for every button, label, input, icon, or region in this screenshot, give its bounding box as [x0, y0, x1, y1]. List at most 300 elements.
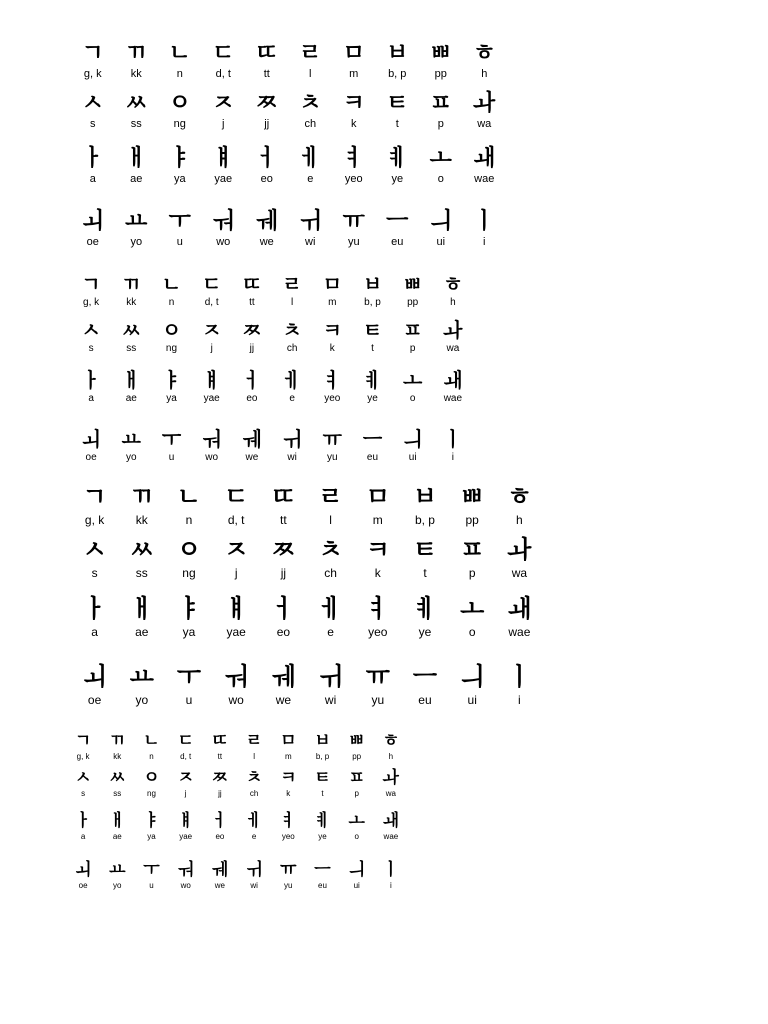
romanization-label: t — [371, 343, 374, 354]
romanization-label: kk — [113, 752, 122, 761]
letter-cell — [392, 320, 434, 354]
hangul-letter: ㄱ — [82, 482, 107, 511]
letter-cell — [448, 596, 497, 638]
letter-cell — [133, 770, 169, 798]
letter-cell — [70, 484, 119, 526]
romanization-label: e — [327, 625, 334, 639]
hangul-letter: ㄷ — [177, 731, 194, 751]
romanization-label: ch — [249, 789, 259, 798]
hangul-letter: ㅘ — [443, 318, 463, 342]
hangul-letter: ㄸ — [242, 272, 262, 296]
hangul-letter: ㅐ — [125, 145, 148, 171]
romanization-label: e — [307, 173, 314, 185]
romanization-label: a — [80, 832, 86, 841]
hangul-letter: ㅟ — [282, 427, 302, 451]
hangul-letter: ㅜ — [143, 860, 160, 880]
hangul-letter: ㅊ — [245, 768, 263, 788]
hangul-letter: ㅣ — [507, 662, 532, 691]
letter-cell — [212, 664, 261, 706]
letter-cell — [351, 274, 393, 308]
letter-cell — [70, 429, 112, 463]
hangul-letter: ㅠ — [365, 662, 390, 691]
hangul-letter: ㅁ — [280, 731, 297, 751]
romanization-label: ya — [173, 173, 186, 185]
romanization-label: yu — [371, 693, 385, 707]
hangul-letter: ㅡ — [314, 860, 331, 880]
letter-cell — [202, 770, 238, 798]
romanization-label: yeo — [344, 173, 363, 185]
letter-cell — [236, 770, 272, 798]
letter-cell — [164, 596, 213, 638]
hangul-letter: ㅗ — [460, 594, 485, 623]
romanization-label: oe — [78, 881, 88, 890]
hangul-letter: ㅊ — [318, 535, 343, 564]
letter-cell — [306, 537, 355, 579]
hangul-letter: ㄹ — [282, 272, 302, 296]
romanization-label: k — [286, 789, 291, 798]
romanization-label: wae — [383, 832, 399, 841]
letter-cell — [331, 147, 377, 185]
romanization-label: ss — [130, 118, 142, 130]
letter-cell — [400, 664, 449, 706]
letter-cell — [70, 370, 112, 404]
romanization-label: wo — [216, 236, 231, 248]
romanization-label: yu — [347, 236, 360, 248]
romanization-label: eu — [318, 881, 327, 890]
hangul-letter: ㅏ — [81, 145, 104, 171]
letter-cell — [353, 664, 402, 706]
hangul-letter: ㅌ — [412, 535, 438, 564]
letter-cell — [259, 596, 308, 638]
letter-cell — [231, 320, 273, 354]
hangul-letter: ㅉ — [271, 535, 296, 564]
romanization-label: kk — [135, 513, 148, 527]
romanization-label: b, p — [388, 68, 407, 80]
hangul-letter: ㅇ — [143, 768, 160, 788]
hangul-letter: ㄲ — [129, 482, 154, 511]
hangul-letter: ㅈ — [212, 90, 235, 116]
letter-cell — [117, 596, 166, 638]
hangul-letter: ㅛ — [109, 860, 126, 880]
hangul-letter: ㅋ — [365, 535, 390, 564]
hangul-letter: ㄸ — [271, 482, 296, 511]
hangul-letter: ㄹ — [299, 40, 322, 66]
hangul-letter: ㅘ — [507, 535, 532, 564]
romanization-label: pp — [352, 752, 362, 761]
letter-cell — [191, 274, 233, 308]
letter-cell — [432, 320, 474, 354]
letter-cell — [117, 664, 166, 706]
hangul-letter: ㅂ — [314, 731, 331, 751]
letter-cell — [114, 210, 160, 248]
letter-cell — [133, 813, 169, 841]
romanization-label: n — [176, 68, 183, 80]
romanization-label: yo — [130, 236, 143, 248]
hangul-letter: ㄲ — [121, 272, 141, 296]
hangul-letter: ㅏ — [81, 368, 101, 392]
romanization-label: o — [409, 393, 416, 404]
hangul-letter: ㄲ — [109, 731, 126, 751]
letter-cell — [392, 370, 434, 404]
letter-cell — [99, 813, 135, 841]
romanization-label: ui — [408, 452, 417, 463]
romanization-label: yae — [226, 625, 246, 639]
romanization-label: i — [451, 452, 454, 463]
romanization-label: b, p — [364, 297, 381, 308]
letter-cell — [418, 92, 464, 130]
hangul-letter: ㅃ — [429, 40, 452, 66]
romanization-label: yo — [126, 452, 137, 463]
letter-cell — [236, 733, 272, 761]
letter-cell — [231, 274, 273, 308]
hangul-letter: ㅑ — [161, 368, 182, 392]
romanization-label: oe — [87, 693, 102, 707]
romanization-label: m — [328, 297, 337, 308]
hangul-letter: ㅙ — [473, 145, 496, 171]
hangul-letter: ㅁ — [322, 272, 342, 296]
hangul-letter: ㅍ — [460, 535, 485, 564]
romanization-label: p — [437, 118, 444, 130]
romanization-label: i — [483, 236, 486, 248]
romanization-label: ss — [126, 343, 137, 354]
letter-cell — [306, 484, 355, 526]
letter-cell — [375, 210, 421, 248]
romanization-label: jj — [218, 789, 222, 798]
romanization-label: k — [351, 118, 357, 130]
romanization-label: ya — [182, 625, 196, 639]
letter-cell — [202, 813, 238, 841]
letter-cell — [448, 484, 497, 526]
romanization-label: h — [388, 752, 394, 761]
hangul-letter: ㅃ — [460, 482, 485, 511]
hangul-letter: ㅟ — [299, 208, 322, 234]
letter-cell — [432, 274, 474, 308]
romanization-label: ye — [418, 625, 432, 639]
romanization-label: a — [91, 625, 98, 639]
hangul-letter: ㅎ — [382, 731, 400, 751]
romanization-label: o — [468, 625, 476, 639]
romanization-label: ye — [391, 173, 404, 185]
hangul-letter: ㅒ — [177, 811, 194, 831]
letter-cell — [110, 320, 152, 354]
hangul-letter: ㅊ — [299, 90, 322, 116]
romanization-label: o — [354, 832, 359, 841]
romanization-label: wi — [250, 881, 258, 890]
hangul-letter: ㅝ — [202, 427, 222, 451]
letter-cell — [462, 92, 508, 130]
romanization-label: ae — [112, 832, 122, 841]
romanization-label: o — [437, 173, 444, 185]
hangul-letter: ㅟ — [245, 860, 263, 880]
letter-cell — [191, 429, 233, 463]
hangul-letter: ㅖ — [314, 811, 331, 831]
letter-cell — [392, 274, 434, 308]
romanization-label: p — [354, 789, 359, 798]
hangul-letter: ㅕ — [280, 811, 297, 831]
letter-cell — [110, 370, 152, 404]
letter-cell — [432, 370, 474, 404]
romanization-label: yu — [284, 881, 293, 890]
hangul-letter: ㅙ — [507, 594, 532, 623]
romanization-label: g, k — [84, 513, 105, 527]
letter-cell — [304, 770, 340, 798]
romanization-label: ch — [304, 118, 317, 130]
hangul-letter: ㅚ — [74, 860, 92, 880]
romanization-label: we — [245, 452, 259, 463]
hangul-letter: ㅌ — [314, 768, 331, 788]
letter-cell — [201, 92, 247, 130]
letter-cell — [311, 429, 353, 463]
hangul-letter: ㅇ — [176, 535, 202, 564]
hangul-letter: ㅞ — [211, 860, 229, 880]
romanization-label: e — [289, 393, 295, 404]
hangul-letter: ㅠ — [322, 427, 342, 451]
hangul-letter: ㅢ — [429, 208, 452, 234]
hangul-letter: ㅔ — [299, 145, 322, 171]
hangul-letter: ㅝ — [224, 662, 249, 691]
letter-cell — [168, 813, 204, 841]
romanization-label: a — [89, 173, 96, 185]
letter-cell — [495, 664, 544, 706]
romanization-label: h — [481, 68, 488, 80]
letter-cell — [353, 537, 402, 579]
letter-cell — [373, 813, 409, 841]
romanization-label: wi — [305, 236, 316, 248]
romanization-label: yo — [113, 881, 122, 890]
letter-cell — [244, 42, 290, 80]
hangul-letter: ㅓ — [211, 811, 229, 831]
romanization-label: e — [251, 832, 257, 841]
romanization-label: s — [81, 789, 86, 798]
letter-cell — [164, 537, 213, 579]
letter-cell — [311, 320, 353, 354]
hangul-letter: ㅋ — [322, 318, 342, 342]
hangul-letter: ㅇ — [161, 318, 182, 342]
letter-cell — [373, 770, 409, 798]
letter-cell — [331, 92, 377, 130]
romanization-label: eo — [215, 832, 225, 841]
romanization-label: j — [222, 118, 225, 130]
letter-cell — [244, 147, 290, 185]
hangul-letter: ㅋ — [280, 768, 297, 788]
letter-cell — [304, 733, 340, 761]
hangul-letter: ㅒ — [202, 368, 222, 392]
hangul-letter: ㅢ — [403, 427, 423, 451]
romanization-label: ui — [467, 693, 477, 707]
letter-cell — [353, 596, 402, 638]
hangul-letter: ㅁ — [365, 482, 390, 511]
letter-cell — [117, 484, 166, 526]
letter-cell — [331, 210, 377, 248]
romanization-label: pp — [407, 297, 419, 308]
romanization-label: u — [168, 452, 175, 463]
romanization-label: ya — [166, 393, 177, 404]
hangul-letter: ㅣ — [382, 860, 400, 880]
letter-cell — [339, 862, 375, 890]
letter-cell — [65, 862, 101, 890]
letter-cell — [168, 770, 204, 798]
letter-cell — [150, 320, 192, 354]
romanization-label: k — [374, 566, 381, 580]
romanization-label: wa — [446, 343, 460, 354]
romanization-label: ss — [113, 789, 122, 798]
letter-cell — [288, 92, 334, 130]
letter-cell — [270, 813, 306, 841]
hangul-letter: ㅒ — [224, 594, 249, 623]
romanization-label: g, k — [76, 752, 90, 761]
hangul-letter: ㅎ — [473, 40, 496, 66]
letter-cell — [351, 429, 393, 463]
hangul-letter: ㅙ — [443, 368, 463, 392]
letter-cell — [164, 664, 213, 706]
hangul-letter: ㅒ — [212, 145, 235, 171]
letter-cell — [168, 733, 204, 761]
letter-cell — [373, 733, 409, 761]
letter-cell — [339, 813, 375, 841]
hangul-letter: ㄱ — [81, 272, 101, 296]
romanization-label: n — [168, 297, 175, 308]
hangul-letter: ㅂ — [412, 482, 438, 511]
romanization-label: wa — [477, 118, 492, 130]
romanization-label: s — [90, 118, 96, 130]
letter-cell — [231, 370, 273, 404]
letter-cell — [339, 770, 375, 798]
romanization-label: jj — [280, 566, 287, 580]
hangul-letter: ㅣ — [443, 427, 463, 451]
romanization-label: u — [176, 236, 183, 248]
romanization-label: eo — [276, 625, 291, 639]
letter-cell — [157, 147, 203, 185]
letter-cell — [114, 92, 160, 130]
romanization-label: tt — [280, 513, 287, 527]
romanization-label: t — [395, 118, 399, 130]
hangul-letter: ㅑ — [168, 145, 191, 171]
romanization-label: wae — [443, 393, 463, 404]
letter-cell — [201, 147, 247, 185]
hangul-letter: ㄹ — [318, 482, 343, 511]
hangul-letter: ㅝ — [212, 208, 235, 234]
romanization-label: l — [329, 513, 332, 527]
hangul-letter: ㅓ — [242, 368, 262, 392]
romanization-label: p — [409, 343, 416, 354]
letter-cell — [150, 274, 192, 308]
hangul-letter: ㅢ — [460, 662, 485, 691]
letter-cell — [110, 274, 152, 308]
hangul-letter: ㅌ — [386, 90, 409, 116]
romanization-label: m — [284, 752, 292, 761]
hangul-letter: ㅡ — [386, 208, 409, 234]
letter-cell — [114, 42, 160, 80]
letter-cell — [212, 596, 261, 638]
hangul-letter: ㅣ — [473, 208, 496, 234]
romanization-label: pp — [465, 513, 479, 527]
hangul-letter: ㅆ — [125, 90, 148, 116]
hangul-letter: ㅚ — [81, 427, 101, 451]
romanization-label: wi — [324, 693, 337, 707]
hangul-letter: ㄷ — [212, 40, 235, 66]
romanization-label: n — [185, 513, 193, 527]
hangul-letter: ㅞ — [242, 427, 262, 451]
hangul-letter: ㅉ — [255, 90, 278, 116]
romanization-label: jj — [249, 343, 255, 354]
romanization-label: eu — [418, 693, 432, 707]
romanization-label: j — [184, 789, 187, 798]
hangul-letter: ㄱ — [81, 40, 104, 66]
letter-cell — [259, 537, 308, 579]
hangul-letter: ㅗ — [403, 368, 423, 392]
romanization-label: yo — [135, 693, 149, 707]
hangul-letter: ㅞ — [271, 662, 296, 691]
hangul-letter: ㅏ — [74, 811, 92, 831]
romanization-label: yae — [203, 393, 220, 404]
letter-cell — [400, 484, 449, 526]
hangul-letter: ㅐ — [121, 368, 141, 392]
letter-cell — [114, 147, 160, 185]
romanization-label: n — [149, 752, 154, 761]
romanization-label: ng — [173, 118, 186, 130]
letter-cell — [495, 596, 544, 638]
letter-cell — [462, 147, 508, 185]
hangul-letter: ㄱ — [74, 731, 92, 751]
romanization-label: j — [234, 566, 238, 580]
hangul-letter: ㄹ — [245, 731, 263, 751]
letter-cell — [70, 274, 112, 308]
romanization-label: m — [372, 513, 383, 527]
romanization-label: g, k — [83, 297, 100, 308]
romanization-label: ng — [165, 343, 178, 354]
hangul-letter: ㅎ — [507, 482, 532, 511]
hangul-letter: ㅅ — [81, 318, 101, 342]
romanization-label: wae — [474, 173, 495, 185]
romanization-label: i — [518, 693, 521, 707]
hangul-letter: ㅅ — [82, 535, 107, 564]
hangul-letter: ㅇ — [168, 90, 191, 116]
hangul-letter: ㅗ — [348, 811, 365, 831]
romanization-label: kk — [126, 297, 137, 308]
romanization-label: s — [91, 566, 98, 580]
letter-cell — [288, 42, 334, 80]
romanization-label: wae — [508, 625, 531, 639]
romanization-label: ss — [135, 566, 148, 580]
hangul-letter: ㅞ — [255, 208, 278, 234]
romanization-label: l — [309, 68, 312, 80]
hangul-letter: ㅊ — [282, 318, 302, 342]
letter-cell — [418, 210, 464, 248]
letter-cell — [110, 429, 152, 463]
hangul-letter: ㅔ — [318, 594, 343, 623]
romanization-label: wo — [180, 881, 191, 890]
romanization-label: a — [88, 393, 94, 404]
romanization-label: ch — [324, 566, 337, 580]
romanization-label: wa — [511, 566, 528, 580]
letter-cell — [351, 370, 393, 404]
letter-cell — [448, 664, 497, 706]
letter-cell — [304, 813, 340, 841]
hangul-letter: ㅚ — [82, 662, 107, 691]
letter-cell — [351, 320, 393, 354]
letter-cell — [70, 537, 119, 579]
hangul-letter: ㅈ — [202, 318, 222, 342]
letter-cell — [495, 537, 544, 579]
letter-cell — [164, 484, 213, 526]
romanization-label: j — [210, 343, 213, 354]
hangul-letter: ㄴ — [143, 731, 160, 751]
hangul-letter: ㄲ — [125, 40, 148, 66]
romanization-label: ae — [125, 393, 137, 404]
romanization-label: yeo — [281, 832, 295, 841]
romanization-label: b, p — [315, 752, 330, 761]
romanization-label: oe — [86, 236, 99, 248]
